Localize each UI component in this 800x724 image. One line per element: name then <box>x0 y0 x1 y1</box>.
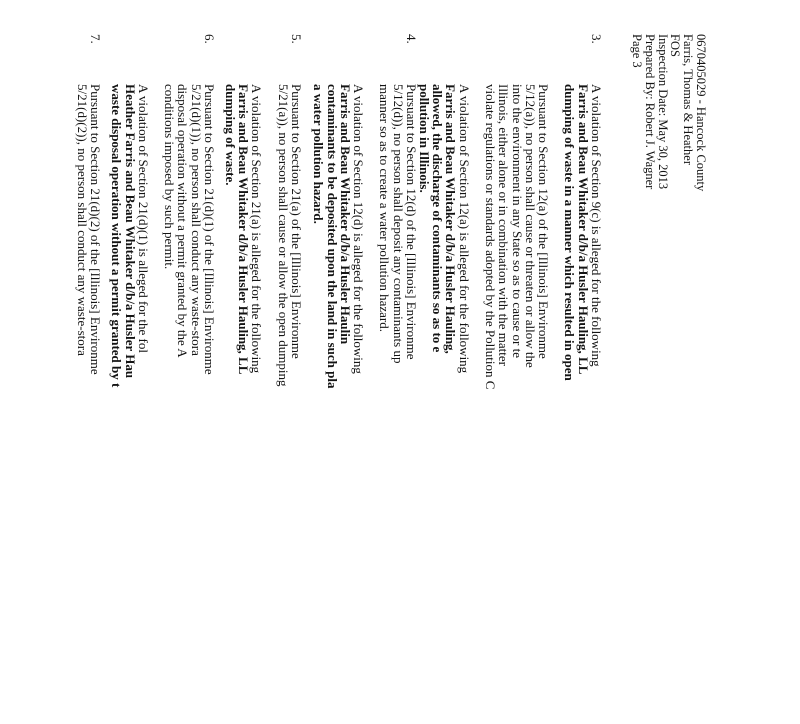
text-line: A violation of Section 12(a) is alleged for the following <box>456 84 472 374</box>
item-number: 7. <box>88 34 103 44</box>
text-line: 5/12(d)), no person shall deposit any contaminants up <box>390 84 406 364</box>
paragraph <box>484 84 550 724</box>
text-line: Pursuant to Section 12(d) of the [Illinois] Environme <box>404 84 419 360</box>
text-line: manner so as to create a water pollution hazard. <box>377 84 393 332</box>
paragraph <box>276 84 303 724</box>
item-body <box>404 84 603 724</box>
paragraph <box>378 84 418 724</box>
paragraph <box>75 84 102 724</box>
item-number: 6. <box>202 34 217 44</box>
text-line: violate regulations or standards adopted by the Pollution C <box>482 84 498 390</box>
text-line: dumping of waste. <box>222 84 238 186</box>
item-number: 5. <box>289 34 304 44</box>
item-body <box>211 84 303 724</box>
text-line: Farris and Beau Whitaker d/b/a Husler Hauling, LL <box>236 84 252 375</box>
text-line: a water pollution hazard. <box>311 84 327 224</box>
text-line: conditions imposed by such permit. <box>162 84 178 270</box>
text-line: Pursuant to Section 21(d)(2) of the [Illinois] Environme <box>88 84 103 375</box>
text-line: 5/21(d)(1)), no person shall conduct any waste-stora <box>188 84 204 356</box>
text-line: A violation of Section 12(d) is alleged for the following <box>351 84 367 374</box>
item-number: 4. <box>404 34 419 44</box>
item-body <box>62 84 102 724</box>
text-line: dumping of waste in a manner which resulted in open <box>562 84 578 381</box>
text-line: A violation of Section 9(c) is alleged for the following <box>589 84 604 367</box>
item-body <box>97 84 216 724</box>
paragraph <box>417 84 470 724</box>
text-line: waste disposal operation without a permit granted by t <box>109 84 125 388</box>
page-header <box>630 34 707 594</box>
text-line: allowed, the discharge of contaminants so as to e <box>430 84 446 353</box>
text-line: Farris and Beau Whitaker d/b/a Husler Hauling, LL <box>575 84 591 375</box>
respondent-names-line: Farris, Thomas & Heather <box>681 34 696 165</box>
text-line: Heather Farris and Beau Whitaker d/b/a Husler Hau <box>122 84 138 379</box>
paragraph <box>563 84 603 724</box>
text-line: disposal operation without a permit granted by the A <box>175 84 191 358</box>
text-line: pollution in Illinois. <box>416 84 432 193</box>
inspection-date-line: Inspection Date: May 30, 2013 <box>655 34 670 190</box>
fos-line: FOS <box>668 34 683 57</box>
case-number-line: 0670405029 - Hancock County <box>694 34 708 192</box>
text-line: A violation of Section 21(d)(1) is alleged for the fol <box>135 84 151 353</box>
text-line: Pursuant to Section 21(d)(1) of the [Illinois] Environme <box>202 84 217 375</box>
text-line: 5/12(a)), no person shall cause or threaten or allow the <box>522 84 538 368</box>
text-line: 5/21(a)), no person shall cause or allow the open dumping <box>275 84 291 387</box>
page-number-line: Page 3 <box>630 34 645 68</box>
text-line: Farris and Beau Whitaker d/b/a Husler Haulin <box>337 84 353 345</box>
paragraph <box>163 84 216 724</box>
paragraph <box>110 84 150 724</box>
text-line: Illinois, either alone or in combination with the matter <box>496 84 512 366</box>
text-line: Pursuant to Section 12(a) of the [Illinois] Environme <box>536 84 552 359</box>
text-line: contaminants to be deposited upon the land in such pla <box>324 84 340 389</box>
prepared-by-line: Prepared By: Robert J. Wagner <box>642 34 657 190</box>
item-number: 3. <box>589 34 604 44</box>
text-line: into the environment in any State so as to cause or te <box>509 84 525 359</box>
item-body <box>299 84 418 724</box>
text-line: Pursuant to Section 21(a) of the [Illinois] Environme <box>289 84 304 359</box>
text-line: 5/21(d)(2)), no person shall conduct any waste-stora <box>74 84 90 356</box>
text-line: Farris and Beau Whitaker d/b/a Husler Hauling, <box>443 84 459 354</box>
text-line: A violation of Section 21(a) is alleged for the following <box>249 84 265 374</box>
paragraph <box>312 84 365 724</box>
paragraph <box>224 84 264 724</box>
